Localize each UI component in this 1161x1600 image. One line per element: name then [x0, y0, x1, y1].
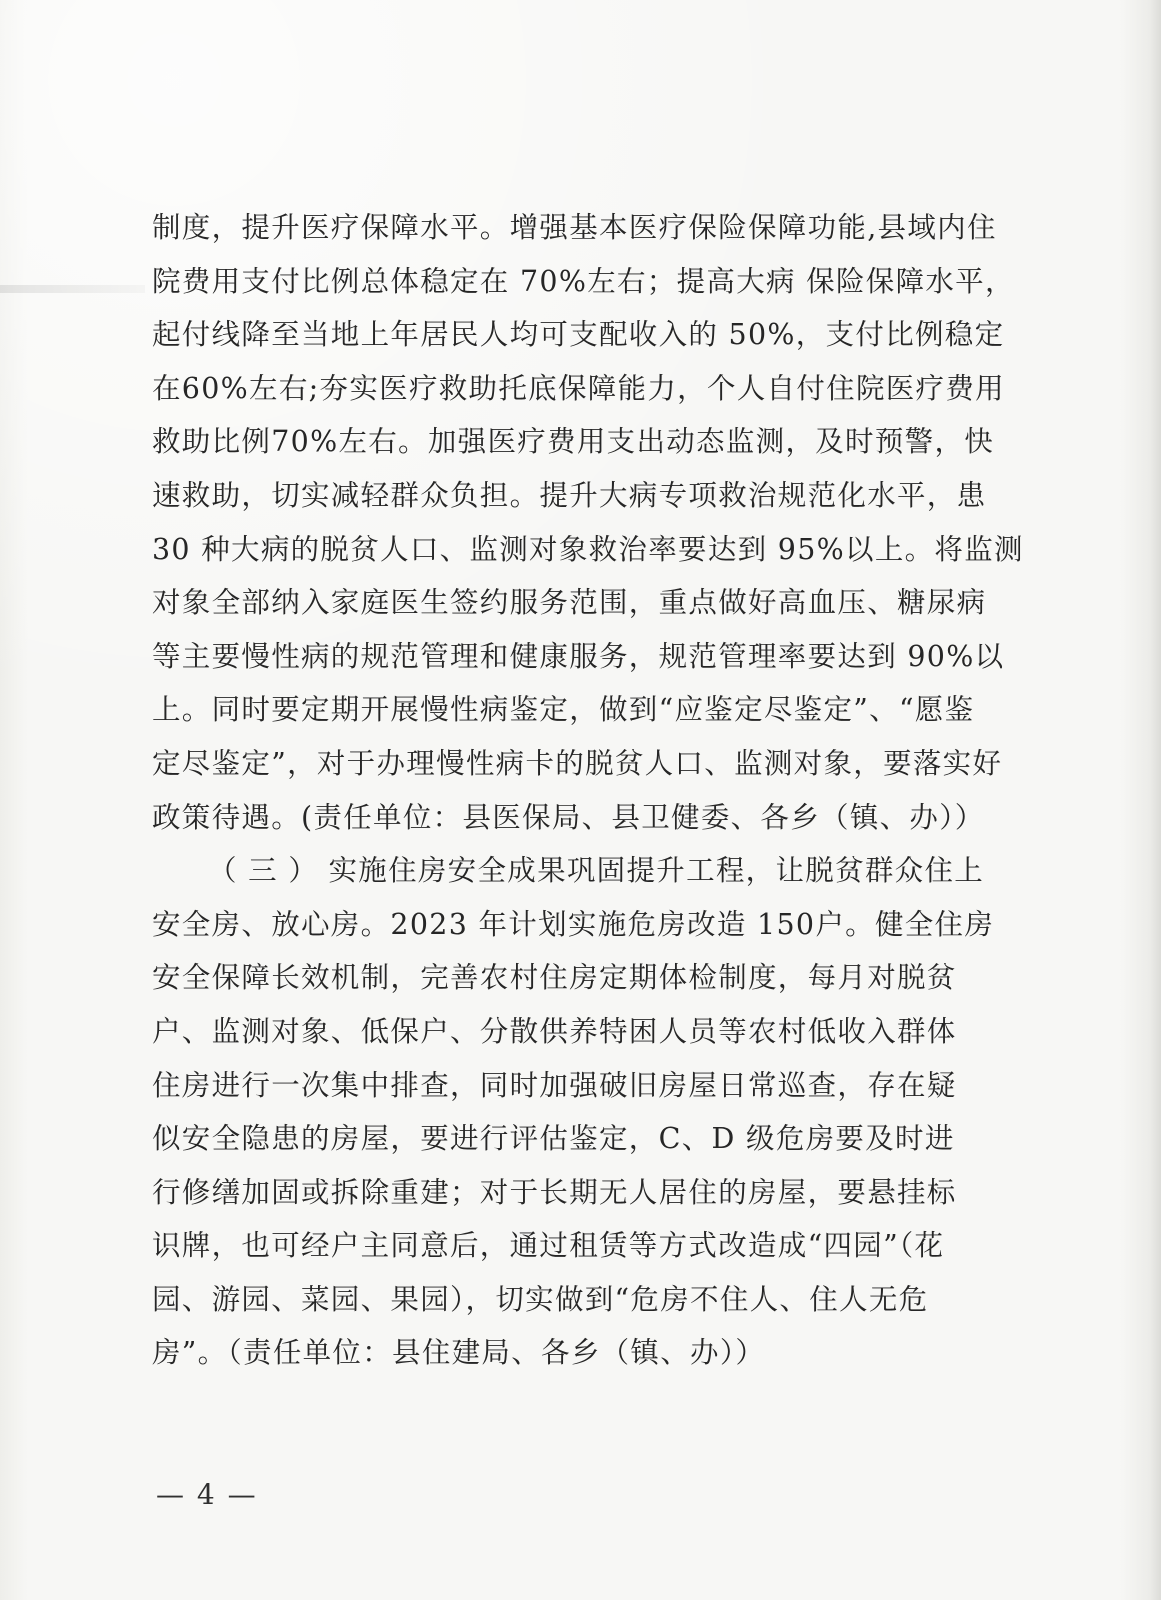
text-line-19: 行修缮加固或拆除重建；对于长期无人居住的房屋，要悬挂标	[152, 1175, 957, 1209]
text-line-2: 院费用支付比例总体稳定在 70%左右；提高大病 保险保障水平，	[152, 264, 1015, 298]
page-edge-shadow	[1149, 0, 1161, 1600]
text-line-15: 安全保障长效机制，完善农村住房定期体检制度，每月对脱贫	[152, 961, 957, 995]
text-line-7: 30 种大病的脱贫人口、监测对象救治率要达到 95%以上。将监测	[152, 532, 1024, 566]
text-line-9: 等主要慢性病的规范管理和健康服务，规范管理率要达到 90%以	[152, 639, 1005, 673]
document-body	[152, 201, 1024, 1380]
text-line-12: 政策待遇。(责任单位：县医保局、县卫健委、各乡（镇、办））	[152, 800, 985, 834]
text-line-17: 住房进行一次集中排查，同时加强破旧房屋日常巡查，存在疑	[152, 1068, 957, 1102]
section-heading-3: （ 三 ） 实施住房安全成果巩固提升工程，让脱贫群众住上	[208, 854, 985, 888]
scan-artifact-line	[0, 285, 145, 293]
text-line-5: 救助比例70%左右。加强医疗费用支出动态监测，及时预警，快	[152, 425, 995, 459]
text-line-1: 制度，提升医疗保障水平。增强基本医疗保险保障功能,县域内住	[152, 211, 997, 244]
text-line-16: 户、监测对象、低保户、分散供养特困人员等农村低收入群体	[152, 1014, 957, 1048]
text-line-21: 园、游园、菜园、果园），切实做到“危房不住人、住人无危	[152, 1282, 929, 1316]
text-line-6: 速救助，切实减轻群众负担。提升大病专项救治规范化水平，患	[152, 478, 987, 512]
text-line-8: 对象全部纳入家庭医生签约服务范围，重点做好高血压、糖尿病	[152, 586, 987, 620]
text-line-18: 似安全隐患的房屋，要进行评估鉴定，C、D 级危房要及时进	[152, 1122, 955, 1156]
page-number: — 4 —	[156, 1478, 258, 1511]
text-line-3: 起付线降至当地上年居民人均可支配收入的 50%，支付比例稳定	[152, 318, 1005, 352]
text-line-4: 在60%左右;夯实医疗救助托底保障能力，个人自付住院医疗费用	[152, 371, 1005, 405]
text-line-22: 房”。（责任单位：县住建局、各乡（镇、办））	[152, 1336, 766, 1370]
text-line-14: 安全房、放心房。2023 年计划实施危房改造 150户。健全住房	[152, 907, 995, 941]
text-line-11: 定尽鉴定”，对于办理慢性病卡的脱贫人口、监测对象，要落实好	[152, 746, 1003, 780]
text-line-10: 上。同时要定期开展慢性病鉴定，做到“应鉴定尽鉴定”、“愿鉴	[152, 693, 975, 727]
text-line-20: 识牌，也可经户主同意后，通过租赁等方式改造成“四园”（花	[152, 1229, 945, 1263]
